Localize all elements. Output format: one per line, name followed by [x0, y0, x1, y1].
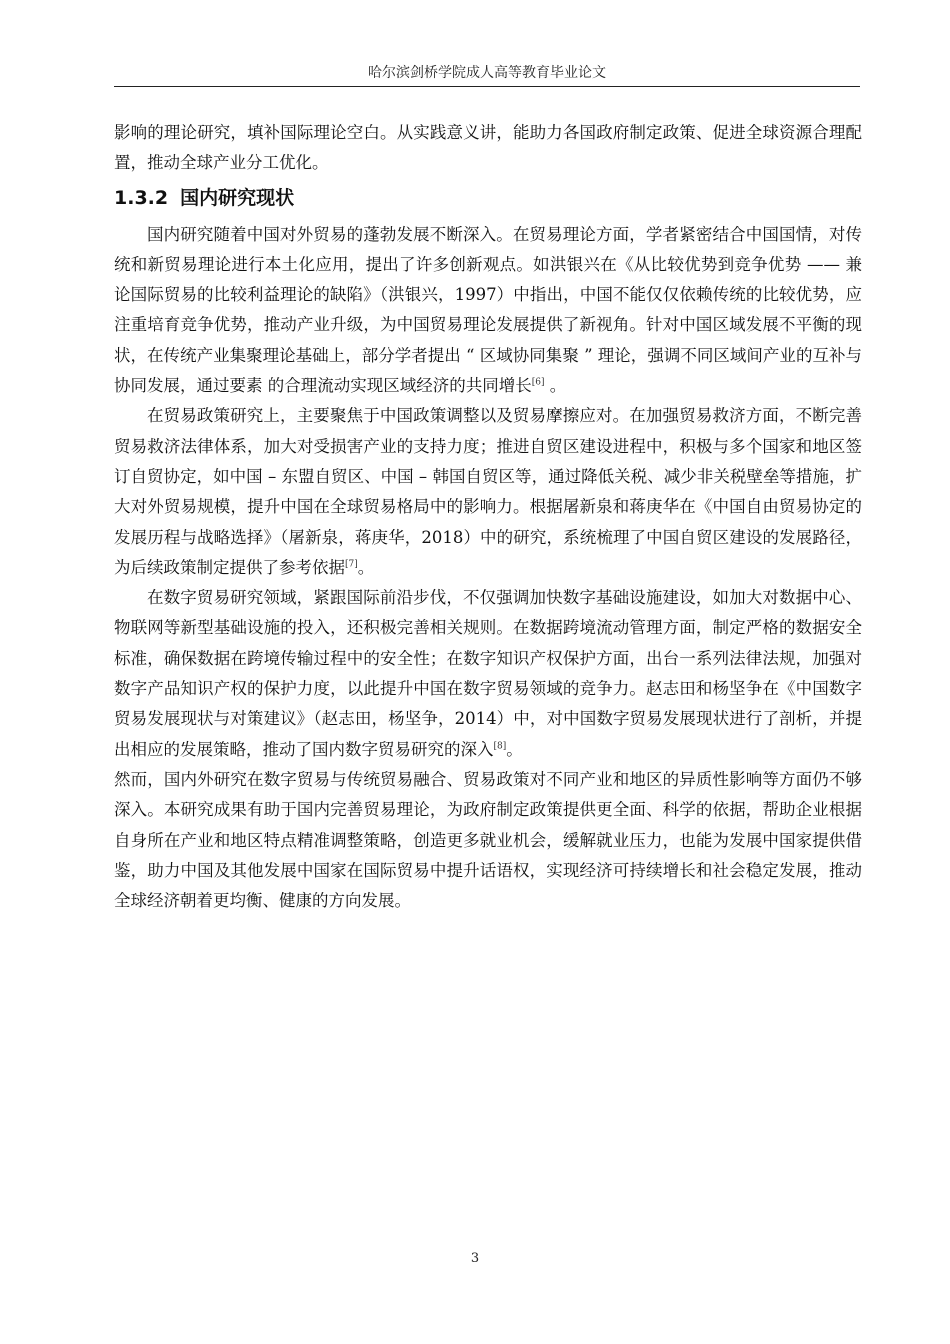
section-heading [114, 180, 862, 216]
intro-paragraph: 影响的理论研究，填补国际理论空白。从实践意义讲，能助力各国政府制定政策、促进全球资源合理配置，推动全球产业分工优化。 [114, 123, 862, 173]
citation-marker: [7] [345, 559, 358, 570]
paragraph-tail: 。 [357, 557, 375, 577]
paragraph-trade-theory [114, 220, 862, 402]
paragraph-tail: 。 [506, 739, 523, 759]
paragraph-conclusion: 然而，国内外研究在数字贸易与传统贸易融合、贸易政策对不同产业和地区的异质性影响等方面仍不够深入。本研究成果有助于国内完善贸易理论，为政府制定政策提供更全面、科学的依据，帮助企业根据自身所在产业和地区特点精准调整策略，创造更多就业机会，缓解就业压力，也能为发展中国家提供借鉴，助力中国及其他发展中国家在国际贸易中提升话语权，实现经济可持续增长和社会稳定发展，推动全球经济朝着更均衡、健康的方向发展。 [114, 769, 862, 911]
running-header: 哈尔滨剑桥学院成人高等教育毕业论文 [368, 65, 606, 81]
paragraph-text: 在数字贸易研究领域，紧跟国际前沿步伐，不仅强调加快数字基础设施建设，如加大对数据中心、物联网等新型基础设施的投入，还积极完善相关规则。在数据跨境流动管理方面，制定严格的数据安全标准，确保数据在跨境传输过程中的安全性；在数字知识产权保护方面，出台一系列法律法规，加强对数字产品知识产权的保护力度，以此提升中国在数字贸易领域的竞争力。赵志田和杨坚争在《中国数字贸易发展现状与对策建议》（赵志田，杨坚争，2014）中，对中国数字贸易发展现状进行了剖析，并提出相应的发展策略，推动了国内数字贸易研究的深入 [114, 588, 862, 759]
paragraph-text: 在贸易政策研究上，主要聚焦于中国政策调整以及贸易摩擦应对。在加强贸易救济方面，不断完善贸易救济法律体系，加大对受损害产业的支持力度；推进自贸区建设进程中，积极与多个国家和地区签订自贸协定，如中国 – 东盟自贸区、中国 – 韩国自贸区等，通过降低关税、减少非关税壁垒等措施，扩大对外贸易规模，提升中国在全球贸易格局中的影响力。根据屠新泉和蒋庚华在《中国自由贸易协定的发展历程与战略选择》（屠新泉，蒋庚华，2018）中的研究，系统梳理了中国自贸区建设的发展路径，为后续政策制定提供了参考依据 [114, 406, 862, 577]
paragraph-trade-policy [114, 401, 862, 583]
body-text [114, 118, 862, 916]
paragraph-digital-trade [114, 583, 862, 765]
section-title: 国内研究现状 [180, 186, 295, 209]
citation-marker: [8] [493, 741, 507, 752]
section-number: 1.3.2 [114, 186, 169, 209]
header-rule [114, 86, 860, 87]
page-number: 3 [470, 1251, 480, 1266]
paragraph-tail: 。 [544, 376, 567, 396]
paragraph-text: 国内研究随着中国对外贸易的蓬勃发展不断深入。在贸易理论方面，学者紧密结合中国国情，对传统和新贸易理论进行本土化应用，提出了许多创新观点。如洪银兴在《从比较优势到竞争优势 —— 兼论国际贸易的比较利益理论的缺陷》（洪银兴，1997）中指出，中国不能仅仅依赖传统的比较优势，应注重培育竞争优势，推动产业升级，为中国贸易理论发展提供了新视角。针对中国区域发展不平衡的现状，在传统产业集聚理论基础上，部分学者提出 “ 区域协同集聚 ” 理论，强调不同区域间产业的互补与协同发展，通过要素 的合理流动实现区域经济的共同增长 [114, 224, 862, 396]
citation-marker: [6] [531, 377, 545, 388]
